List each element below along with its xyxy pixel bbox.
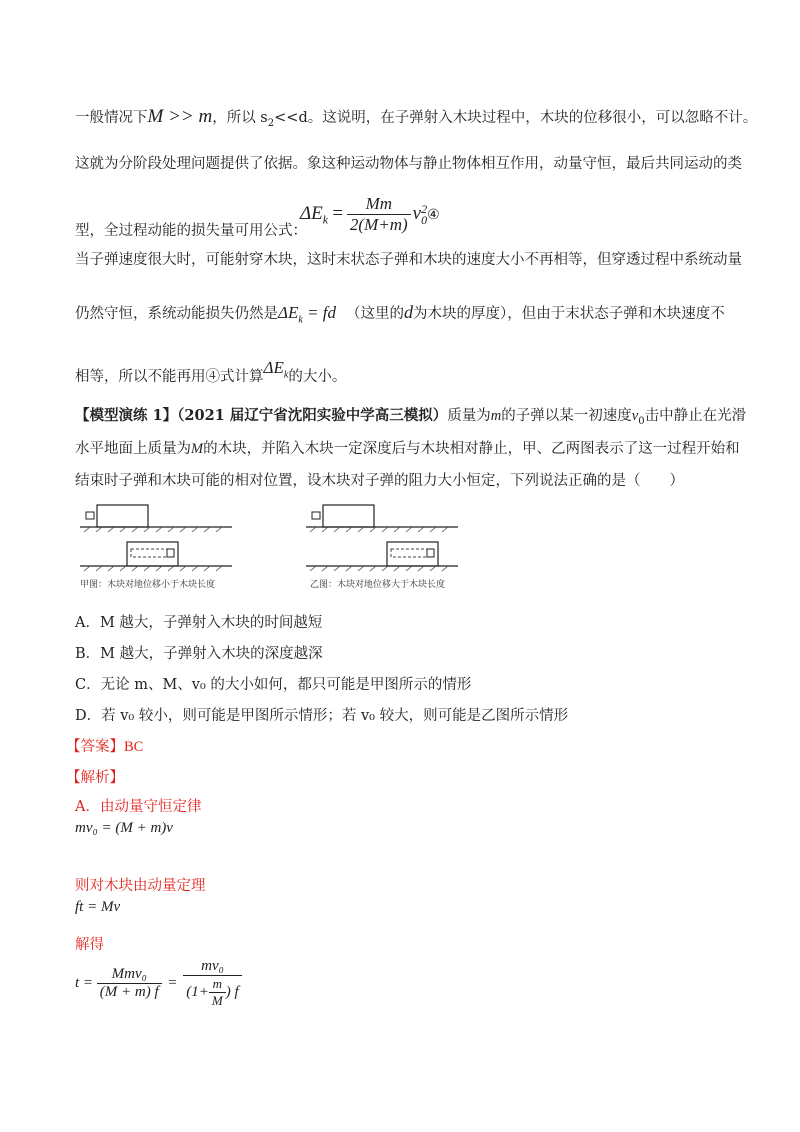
text: 型，全过程动能的损失量可用公式： — [75, 223, 307, 239]
para2-line3: 相等，所以不能再用④式计算$\Delta E_k$的大小。 — [75, 358, 347, 385]
answer-line — [66, 735, 143, 756]
para2-line1: 当子弹速度很大时，可能射穿木块，这时末状态子弹和木块的速度大小不再相等，但穿透过程中系统动量 — [75, 252, 742, 268]
figure-jia — [80, 505, 232, 590]
analysis-label: 【解析】 — [66, 770, 124, 786]
option-a: A．M 越大，子弹射入木块的时间越短 — [75, 615, 323, 631]
problem-figure — [0, 500, 800, 600]
problem-source: （2021 届辽宁省沈阳实验中学高三模拟） — [177, 407, 448, 424]
para1-line3 — [75, 219, 307, 240]
math-inequality: M >> m — [147, 106, 213, 127]
answer-value: BC — [124, 739, 144, 755]
option-b: B．M 越大，子弹射入木块的深度越深 — [75, 646, 323, 662]
impulse-equation: ft = Mv — [75, 899, 121, 915]
answer-label: 【答案】 — [66, 739, 124, 755]
subscript: 2 — [267, 117, 275, 129]
problem-line2: 水平地面上质量为M的木块，并陷入木块一定深度后与木块相对静止，甲、乙两图表示了这一过程开始和 — [75, 441, 740, 457]
para1-line1 — [75, 106, 757, 129]
kinetic-loss-formula: $\Delta E_k$ = $\frac{Mm}{2(M+m)}$ v 2 0 ④ — [300, 194, 440, 234]
para2-line2: 仍然守恒，系统动能损失仍然是$\Delta E_k$ = fd （这里的d为木块的厚度），但由于末状态子弹和木块速度不 — [75, 302, 725, 326]
figure-yi — [306, 505, 458, 590]
figure-caption-jia: 甲图：木块对地位移小于木块长度 — [80, 580, 216, 590]
problem-line3: 结束时子弹和木块可能的相对位置，设木块对子弹的阻力大小恒定，下列说法正确的是（ ） — [75, 473, 684, 489]
problem-line1: 【模型演练 1】（2021 届辽宁省沈阳实验中学高三模拟）质量为m的子弹以某一初速度$v_0$击中静止在光滑 — [75, 407, 747, 427]
time-solution: t = $\frac{\text{Mmv₀}}{(M + m) f}$ = mv₀ (1+ $\frac{m}{M}$ ) f — [75, 958, 242, 1009]
equation-tag: ④ — [427, 207, 440, 223]
problem-label: 【模型演练 1】 — [75, 407, 178, 424]
momentum-equation: mv₀ = (M + m)v — [75, 820, 173, 836]
option-d: D．若 v₀ 较小，则可能是甲图所示情形；若 v₀ 较大，则可能是乙图所示情形 — [75, 708, 569, 724]
figure-caption-yi: 乙图：木块对地位移大于木块长度 — [310, 580, 446, 590]
text: ，所以 s — [212, 110, 268, 126]
text: <<d。这说明，在子弹射入木块过程中，木块的位移很小，可以忽略不计。 — [274, 110, 758, 126]
analysis-text2: 则对木块由动量定理 — [75, 878, 206, 894]
analysis-text3: 解得 — [75, 937, 104, 953]
para1-line2: 这就为分阶段处理问题提供了依据。象这种运动物体与静止物体相互作用，动量守恒，最后共同运动的类 — [75, 156, 742, 172]
option-c: C．无论 m、M、v₀ 的大小如何，都只可能是甲图所示的情形 — [75, 677, 472, 693]
text: 一般情况下 — [75, 110, 148, 126]
analysis-a-head: A．由动量守恒定律 — [75, 799, 202, 815]
